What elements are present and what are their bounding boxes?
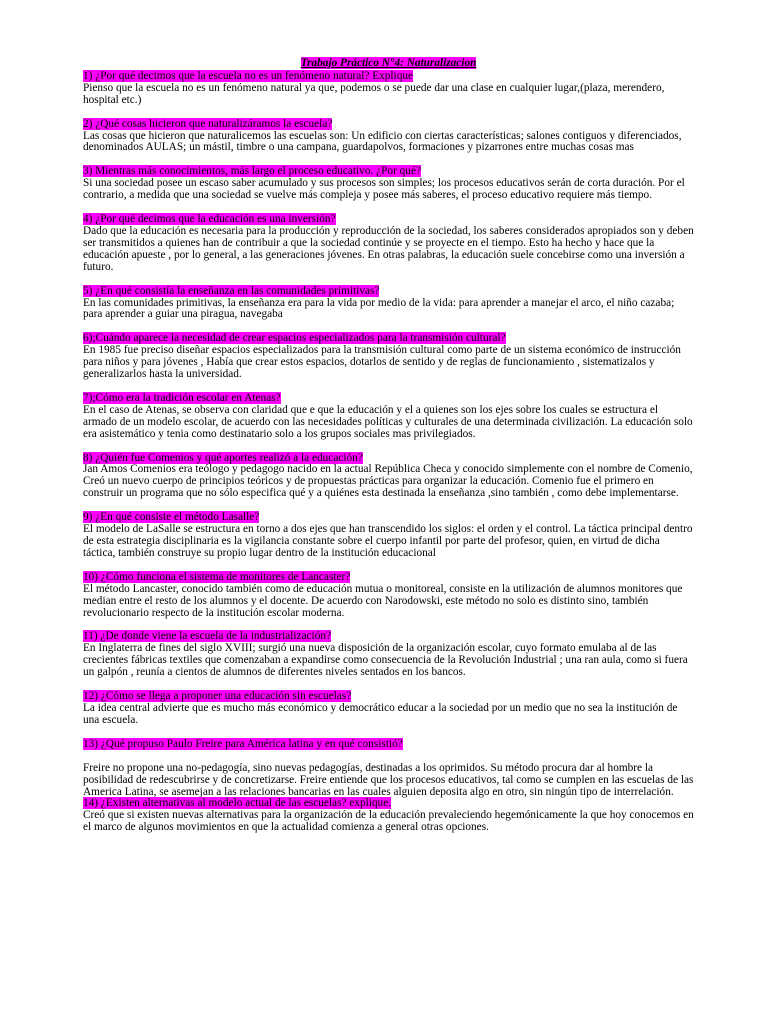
answer-11: En Inglaterra de fines del siglo XVIII; surgió una nueva disposición de la organización escolar, cuyo formato emulaba al de las crecientes fábricas textiles que comenzaban a expandirse como consecuencia de la Revolución Industrial ; una ran aula, como si fuera un galpón , reunía a cientos de alumnos de diferentes niveles sentados en los bancos.: [83, 642, 688, 679]
qa-item-2: [83, 119, 694, 155]
question-7: 7);Cómo era la tradición escolar en Atenas?: [83, 391, 281, 404]
question-9: 9) ¿En qué consiste el método Lasalle?: [83, 511, 260, 524]
document-title-line: [83, 58, 694, 70]
answer-1: Pienso que la escuela no es un fenómeno natural ya que, podemos o se puede dar una clase en cualquier lugar,(plaza, merendero, hospital etc.): [83, 81, 665, 106]
question-13: 13) ¿Qué propuso Paulo Freire para América latina y en qué consistió?: [83, 737, 403, 750]
answer-3: Si una sociedad posee un escaso saber acumulado y sus procesos son simples; los procesos educativos serán de corta duración. Por el contrario, a medida que una sociedad se vuelve más compleja y posee más saberes, el proceso educativo requiere más tiempo.: [83, 177, 685, 202]
qa-item-1: [83, 71, 694, 107]
qa-item-4: [83, 214, 694, 274]
qa-item-7: [83, 393, 694, 441]
qa-item-9: [83, 512, 694, 560]
answer-9: El modelo de LaSalle se estructura en torno a dos ejes que han transcendido los siglos: el orden y el control. La táctica principal dentro de esta estrategia disciplinaria es la vigilancia constante sobre el cuerpo infantil por parte del profesor, quien, en virtud de dicha táctica, también construye su propio lugar dentro de la institución educacional: [83, 523, 693, 559]
question-2: 2) ¿Qué cosas hicieron que naturalizáramos la escuela?: [83, 117, 333, 130]
answer-12: La idea central advierte que es mucho más económico y democrático educar a la sociedad por un medio que no sea la institución de una escuela.: [83, 701, 678, 726]
qa-item-5: [83, 286, 694, 322]
answer-4: Dado que la educación es necesaria para la producción y reproducción de la sociedad, los saberes considerados apropiados son y deben ser transmitidos a quienes han de contribuir a que la sociedad continúe y se proyecte en el tiempo. Esto ha hecho y hace que la educación apueste , por lo general, a las generaciones jóvenes. En otras palabras, la educación suele concebirse como una inversión a futuro.: [83, 224, 694, 273]
qa-item-14: [83, 798, 694, 834]
answer-6: En 1985 fue preciso diseñar espacios especializados para la transmisión cultural como parte de un sistema económico de instrucción para niños y para jóvenes , Había que crear estos espacios, dotarlos de sentido y de reglas de funcionamiento , sistematizalos y generalizarlos hasta la universidad.: [83, 344, 681, 381]
question-5: 5) ¿En qué consistía la enseñanza en las comunidades primitivas?: [83, 284, 380, 297]
question-1: 1) ¿Por qué decimos que la escuela no es un fenómeno natural? Explique: [83, 69, 414, 82]
qa-item-10: [83, 572, 694, 620]
answer-8: Jan Amos Comenios era teólogo y pedagogo nacido en la actual República Checa y conocido simplemente con el nombre de Comenio, Creó un nuevo cuerpo de principios teóricos y de propuestas prácticas para organizar la educación. Comenio fue el primero en construir un programa que no sólo especifica qué y a quiénes esta destinada la enseñanza ,sino también , como debe implementarse.: [83, 463, 693, 500]
answer-5: En las comunidades primitivas, la enseñanza era para la vida por medio de la vida: para aprender a manejar el arco, el niño cazaba; para aprender a guiar una piragua, navegaba: [83, 296, 675, 321]
answer-13: Freire no propone una no-pedagogía, sino nuevas pedagogías, destinadas a los oprimidos. Su método procura dar al hombre la posibilidad de redescubrirse y de concretizarse. Freire entiende que los procesos educativos, tal como se cumplen en las escuelas de las America Latina, se asemejan a las relaciones bancarias en las cuales alguien deposita algo en otro, sin ningún tipo de interrelación.: [83, 761, 694, 798]
qa-item-6: [83, 333, 694, 381]
question-6: 6);Cuándo aparece la necesidad de crear espacios especializados para la transmisión cultural?: [83, 332, 506, 345]
qa-item-8: [83, 453, 694, 501]
answer-7: En el caso de Atenas, se observa con claridad que e que la educación y el a quienes son los ejes sobre los cuales se estructura el armado de un modelo escolar, de acuerdo con las necesidades políticas y culturales de una determinada civilización. La educación solo era asistemático y tenia como destinatario solo a los grupos sociales mas privilegiados.: [83, 403, 693, 440]
qa-item-3: [83, 166, 694, 202]
question-3: 3) Mientras más conocimientos, más largo el proceso educativo. ¿Por qué?: [83, 165, 421, 178]
question-8: 8) ¿Quién fue Comenios y qué aportes realizó a la educación?: [83, 451, 363, 464]
answer-2: Las cosas que hicieron que naturalicemos las escuelas son: Un edificio con ciertas características; salones contiguos y diferenciados, denominados AULAS; un mástil, timbre o una campana, guardapolvos, formaciones y pizarrones entre muchas cosas mas: [83, 129, 682, 154]
question-4: 4) ¿Por qué decimos que la educación es una inversión?: [83, 213, 336, 226]
question-14: 14) ¿Existen alternativas al modelo actual de las escuelas? explique.: [83, 797, 392, 810]
document-title: Trabajo Práctico N°4: Naturalizacion: [300, 57, 477, 69]
question-12: 12) ¿Cómo se llega a proponer una educación sin escuelas?: [83, 690, 352, 703]
question-11: 11) ¿De donde viene la escuela de la industrialización?: [83, 630, 332, 643]
qa-item-11: [83, 631, 694, 679]
qa-item-13: [83, 739, 694, 799]
qa-item-12: [83, 691, 694, 727]
answer-10: El método Lancaster, conocido también como de educación mutua o monitoreal, consiste en la utilización de alumnos monitores que median entre el resto de los alumnos y el docente. De acuerdo con Narodowski, este método no solo es distinto sino, también revolucionario respecto de la institución escolar moderna.: [83, 582, 683, 619]
answer-14: Creó que si existen nuevas alternativas para la organización de la educación prevaleciendo hegemónicamente la que hoy conocemos en el marco de algunos movimientos en que la actualidad comienza a general otras opciones.: [83, 809, 694, 834]
question-10: 10) ¿Cómo funciona el sistema de monitores de Lancaster?: [83, 570, 351, 583]
